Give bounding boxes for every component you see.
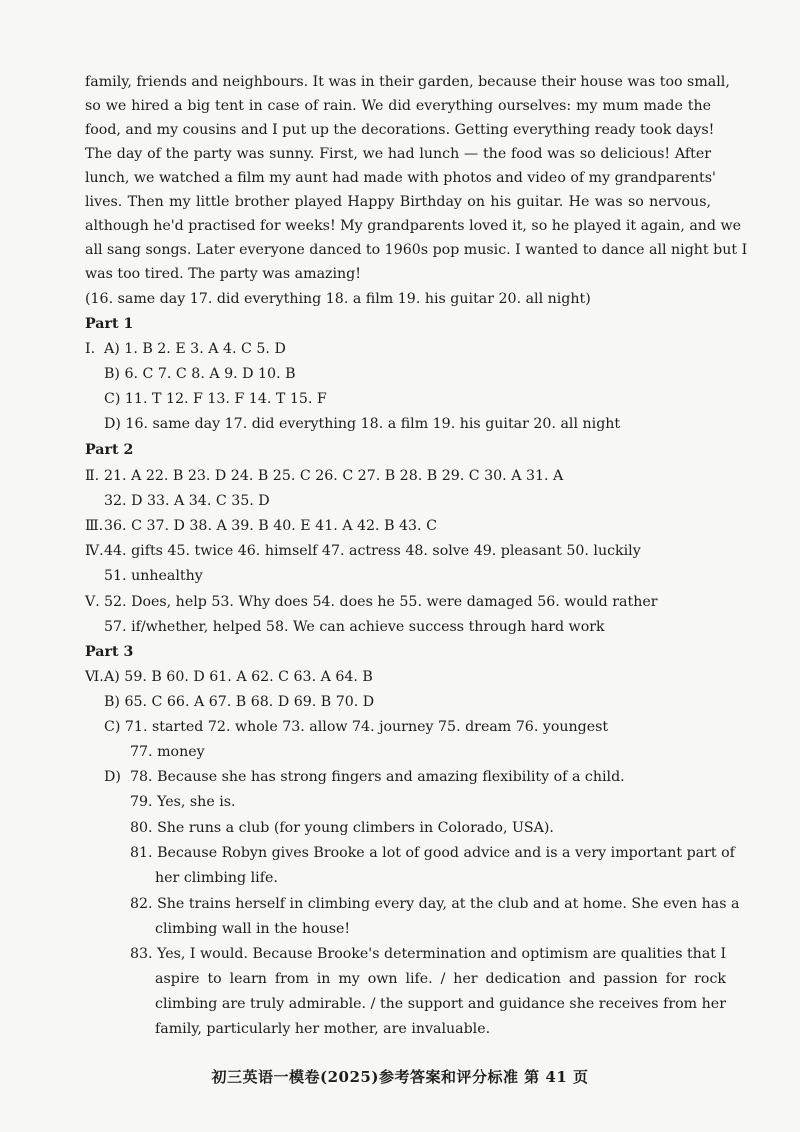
passage-line: was too tired. The party was amazing! (85, 266, 361, 282)
part-3-heading: Part 3 (85, 644, 134, 660)
answer-82: 82. She trains herself in climbing every day, at the club and at home. She even has a (130, 896, 740, 912)
answer-row: C) 71. started 72. whole 73. allow 74. journey 75. dream 76. youngest (104, 719, 609, 735)
section-roman-vi: Ⅵ. (85, 669, 104, 685)
passage-line: food, and my cousins and I put up the decorations. Getting everything ready took days! (85, 122, 715, 138)
answer-row: 77. money (130, 744, 205, 760)
answer-82-cont: climbing wall in the house! (155, 921, 351, 937)
answer-row: D) 16. same day 17. did everything 18. a film 19. his guitar 20. all night (104, 416, 621, 432)
answer-83-cont: family, particularly her mother, are invaluable. (155, 1021, 491, 1037)
part-2-heading: Part 2 (85, 442, 134, 458)
answer-83: 83. Yes, I would. Because Brooke's determination and optimism are qualities that I (130, 946, 727, 962)
answer-row: C) 11. T 12. F 13. F 14. T 15. F (104, 391, 327, 407)
answer-row: 51. unhealthy (104, 568, 203, 584)
answer-row: 52. Does, help 53. Why does 54. does he 55. were damaged 56. would rather (104, 594, 658, 610)
answer-row: 32. D 33. A 34. C 35. D (104, 493, 270, 509)
passage-line: so we hired a big tent in case of rain. We did everything ourselves: my mum made the (85, 98, 711, 114)
passage-answers: (16. same day 17. did everything 18. a film 19. his guitar 20. all night) (85, 291, 591, 307)
section-roman-iv: Ⅳ. (85, 543, 104, 559)
passage-line: The day of the party was sunny. First, we had lunch — the food was so delicious! After (85, 146, 711, 162)
passage-line: lunch, we watched a film my aunt had made with photos and video of my grandparents' (85, 170, 716, 186)
answer-row: A) 1. B 2. E 3. A 4. C 5. D (104, 341, 286, 357)
answer-81: 81. Because Robyn gives Brooke a lot of good advice and is a very important part of (130, 845, 735, 861)
answer-row: 21. A 22. B 23. D 24. B 25. C 26. C 27. B 28. B 29. C 30. A 31. A (104, 468, 564, 484)
answer-83-cont: climbing are truly admirable. / the support and guidance she receives from her (155, 996, 726, 1012)
section-roman-iii: Ⅲ. (85, 518, 104, 534)
section-roman-i: Ⅰ. (85, 341, 96, 357)
passage-line: all sang songs. Later everyone danced to 1960s pop music. I wanted to dance all night but I (85, 242, 748, 258)
answer-row: B) 6. C 7. C 8. A 9. D 10. B (104, 366, 296, 382)
answer-row: B) 65. C 66. A 67. B 68. D 69. B 70. D (104, 694, 375, 710)
answer-79: 79. Yes, she is. (130, 794, 236, 810)
answer-83-cont: aspire to learn from in my own life. / her dedication and passion for rock (155, 971, 726, 987)
page-footer: 初三英语一模卷(2025)参考答案和评分标准 第 41 页 (211, 1068, 589, 1086)
passage-line: lives. Then my little brother played Happy Birthday on his guitar. He was so nervous, (85, 194, 711, 210)
passage-line: family, friends and neighbours. It was in their garden, because their house was too small, (85, 74, 730, 90)
subsection-d-label: D) (104, 769, 121, 785)
answer-row: 36. C 37. D 38. A 39. B 40. E 41. A 42. B 43. C (104, 518, 437, 534)
section-roman-ii: Ⅱ. (85, 468, 100, 484)
answer-row: 57. if/whether, helped 58. We can achieve success through hard work (104, 619, 605, 635)
section-roman-v: Ⅴ. (85, 594, 100, 610)
passage-line: although he'd practised for weeks! My grandparents loved it, so he played it again, and we (85, 218, 742, 234)
answer-81-cont: her climbing life. (155, 870, 278, 886)
answer-78: 78. Because she has strong fingers and amazing flexibility of a child. (130, 769, 625, 785)
part-1-heading: Part 1 (85, 316, 134, 332)
answer-row: 44. gifts 45. twice 46. himself 47. actress 48. solve 49. pleasant 50. luckily (104, 543, 641, 559)
answer-80: 80. She runs a club (for young climbers in Colorado, USA). (130, 820, 554, 836)
answer-row: A) 59. B 60. D 61. A 62. C 63. A 64. B (104, 669, 373, 685)
